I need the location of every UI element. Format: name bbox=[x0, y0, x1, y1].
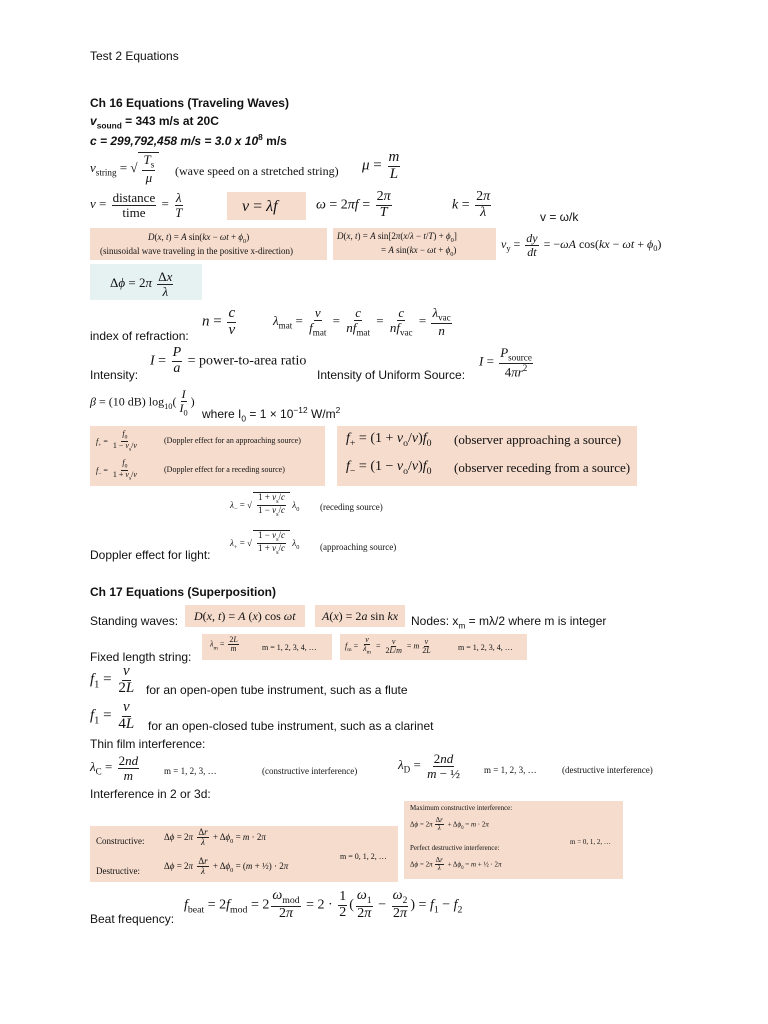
doppler-approach-note: (Doppler effect for an approaching source) bbox=[164, 436, 301, 445]
intensity-label: Intensity: bbox=[90, 368, 139, 382]
lambda-mat-equation: $\lambda_{mat}$ = $\frac{v}{f_{mat}}$ = $\frac{c}{nf_{mat}}$ = $\frac{c}{nf_{vac}}$ = $\frac{\lambda_{vac}}{n}$ bbox=[273, 305, 451, 339]
observer-recede-note: (observer receding from a source) bbox=[454, 460, 631, 475]
thin-film-destructive-m: m = 1, 2, 3, … bbox=[484, 765, 537, 775]
page-title: Test 2 Equations bbox=[90, 49, 179, 63]
uniform-source-label: Intensity of Uniform Source: bbox=[317, 368, 466, 382]
light-recede-note: (receding source) bbox=[320, 502, 383, 512]
thin-film-destructive-equation: $\lambda_D$ = $\frac{2nd}{\text{m − ½}}$ bbox=[398, 751, 461, 781]
destructive-equation: Δϕ = 2π $\frac{\Delta r}{\lambda}$ + $\Delta\phi_0 = (m$ + ½) · 2π bbox=[164, 856, 289, 877]
open-closed-equation: $f_1$ = $\frac{v}{4L}$ bbox=[90, 699, 135, 732]
light-recede-equation: $\lambda_-$ = √ $\frac{1 + v_s/c}{1 - v_s/c}$ $\lambda_0$ bbox=[230, 492, 300, 519]
phase-difference-equation: Δϕ = 2π $\frac{\Delta x}{\lambda}$ bbox=[110, 269, 173, 299]
vy-equation: $v_y$ = $\frac{dy}{dt}$ = −ωA $\cos(kx - \omega t + \phi_0)$ bbox=[501, 231, 662, 259]
thin-film-destructive-note: (destructive interference) bbox=[562, 765, 653, 775]
open-closed-text: for an open-closed tube instrument, such as a clarinet bbox=[148, 719, 434, 733]
interference-m: m = 0, 1, 2, … bbox=[340, 852, 387, 861]
vsound-symbol: v bbox=[90, 114, 97, 128]
v-distance-time-equation: v = $\frac{\text{distance}}{\text{time}}$ = $\frac{\lambda}{T}$ bbox=[90, 190, 183, 220]
string-frequency-equation: $f_m$ = $\frac{v}{\lambda_m}$ = $\frac{v}{2L/m}$ = m $\frac{v}{2L}$ bbox=[345, 635, 431, 656]
sinusoidal-wave-note: (sinusoidal wave traveling in the positive x-direction) bbox=[100, 246, 293, 256]
max-constructive-equation: Δϕ = 2π $\frac{\Delta r}{\lambda}$ + $\Delta\phi_0 = m \cdot 2\pi$ bbox=[410, 816, 489, 833]
v-omega-k-text: v = ω/k bbox=[540, 210, 579, 224]
ch17-heading: Ch 17 Equations (Superposition) bbox=[90, 585, 277, 599]
vsound-value: = 343 m/s at 20C bbox=[121, 114, 219, 128]
light-approach-equation: $\lambda_+$ = √ $\frac{1 - v_s/c}{1 + v_s/c}$ $\lambda_0$ bbox=[230, 530, 300, 557]
vsound-line bbox=[90, 114, 219, 130]
string-wavelength-m: m = 1, 2, 3, 4, … bbox=[262, 643, 317, 652]
open-open-text: for an open-open tube instrument, such as a flute bbox=[146, 683, 408, 697]
destructive-label: Destructive: bbox=[96, 866, 140, 876]
doppler-light-label: Doppler effect for light: bbox=[90, 548, 211, 562]
perfect-destructive-label: Perfect destructive interference: bbox=[410, 844, 500, 852]
interference-alt-m: m = 0, 1, 2, … bbox=[570, 838, 611, 846]
constructive-label: Constructive: bbox=[96, 836, 145, 846]
beat-frequency-equation: $f_{beat} = 2f_{mod} = 2$ $\frac{\omega_{mod}}{2\pi}$ = 2 · $\frac{1}{2}$ ( $\frac{\omega_1}{2\pi}$ − $\frac{\omega_2}{2\pi}$ ) = $f_1 - f_2$ bbox=[184, 888, 463, 922]
omega-equation: ω = 2πf = $\frac{2\pi}{T}$ bbox=[316, 189, 391, 220]
c-line bbox=[90, 132, 287, 148]
intensity-equation: I = $\frac{P}{a}$ = power-to-area ratio bbox=[150, 345, 307, 376]
observer-approach-equation: $f_+ = (1 + v_o/v)f_0$ bbox=[346, 431, 432, 449]
constructive-equation: Δϕ = 2π $\frac{\Delta r}{\lambda}$ + $\Delta\phi_0 = m \cdot 2\pi$ bbox=[164, 827, 266, 848]
thin-film-constructive-equation: $\lambda_C$ = $\frac{2nd}{m}$ bbox=[90, 753, 139, 783]
decibel-equation: β = (10 dB) $\log_{10}$( $\frac{I}{I_0}$ ) bbox=[90, 387, 195, 417]
string-speed-note: (wave speed on a stretched string) bbox=[175, 164, 339, 178]
string-wavelength-equation: $\lambda_m$ = $\frac{2L}{m}$ bbox=[210, 635, 238, 654]
index-label: index of refraction: bbox=[90, 329, 189, 343]
fixed-length-label: Fixed length string: bbox=[90, 650, 192, 664]
c-exp: 8 bbox=[258, 132, 263, 142]
uniform-source-equation: I = $\frac{P_{source}}{4\pi r^2}$ bbox=[479, 345, 532, 380]
c-value: c = 299,792,458 m/s = 3.0 x 10 bbox=[90, 134, 259, 148]
light-approach-note: (approaching source) bbox=[320, 542, 397, 552]
standing-wave-equation: D(x, t) = A (x) cos ωt bbox=[194, 609, 296, 623]
wave-alt-equation-2: = A $\sin(kx - \omega t + \phi_0)$ bbox=[381, 245, 457, 258]
wave-alt-equation-1: D(x, t) = A $\sin[2\pi(x/\lambda - t/T) + \phi_0]$ bbox=[337, 231, 457, 244]
k-equation: k = $\frac{2\pi}{\lambda}$ bbox=[452, 189, 491, 220]
open-open-equation: $f_1$ = $\frac{v}{2L}$ bbox=[90, 663, 135, 696]
doppler-recede-note: (Doppler effect for a receding source) bbox=[164, 465, 285, 474]
interference-label: Interference in 2 or 3d: bbox=[90, 787, 211, 801]
index-equation: n = $\frac{c}{v}$ bbox=[202, 305, 236, 338]
v-lambda-f-equation: v = λf bbox=[242, 198, 278, 215]
reference-intensity-text: where $I_0 = 1 \times 10^{-12}$ $W/m^2$ bbox=[202, 405, 341, 424]
string-speed-equation: $v_{string}$ = √ $\frac{T_s}{\mu}$ bbox=[90, 152, 159, 185]
c-unit: m/s bbox=[262, 134, 287, 148]
amplitude-equation: A(x) = 2a sin kx bbox=[322, 609, 399, 623]
observer-recede-equation: $f_- = (1 - v_o/v)f_0$ bbox=[346, 459, 432, 477]
ch16-heading: Ch 16 Equations (Traveling Waves) bbox=[90, 96, 289, 110]
thin-film-constructive-m: m = 1, 2, 3, … bbox=[164, 766, 217, 776]
observer-approach-note: (observer approaching a source) bbox=[454, 432, 622, 447]
nodes-text: Nodes: $x_m = m\lambda/2$ where m is integer bbox=[411, 614, 607, 631]
mu-equation: μ = $\frac{m}{L}$ bbox=[362, 149, 400, 182]
standing-waves-label: Standing waves: bbox=[90, 614, 179, 628]
beat-frequency-label: Beat frequency: bbox=[90, 912, 175, 926]
doppler-recede-equation: $f_-$ = $\frac{f_0}{1 + v_s/v}$ bbox=[96, 458, 137, 483]
max-constructive-label: Maximum constructive interference: bbox=[410, 804, 513, 812]
vsound-sub: sound bbox=[96, 120, 122, 131]
thin-film-label: Thin film interference: bbox=[90, 737, 206, 751]
sinusoidal-wave-equation: D(x, t) = A $\sin(kx - \omega t + \phi_0)$ bbox=[148, 232, 250, 245]
string-frequency-m: m = 1, 2, 3, 4, … bbox=[458, 643, 513, 652]
thin-film-constructive-note: (constructive interference) bbox=[262, 766, 358, 776]
power-ratio-text: = power-to-area ratio bbox=[187, 353, 307, 369]
doppler-approach-equation: $f_+$ = $\frac{f_0}{1 - v_s/v}$ bbox=[96, 429, 137, 454]
perfect-destructive-equation: Δϕ = 2π $\frac{\Delta r}{\lambda}$ + $\Delta\phi_0 = m$ + ½ · 2π bbox=[410, 856, 502, 873]
